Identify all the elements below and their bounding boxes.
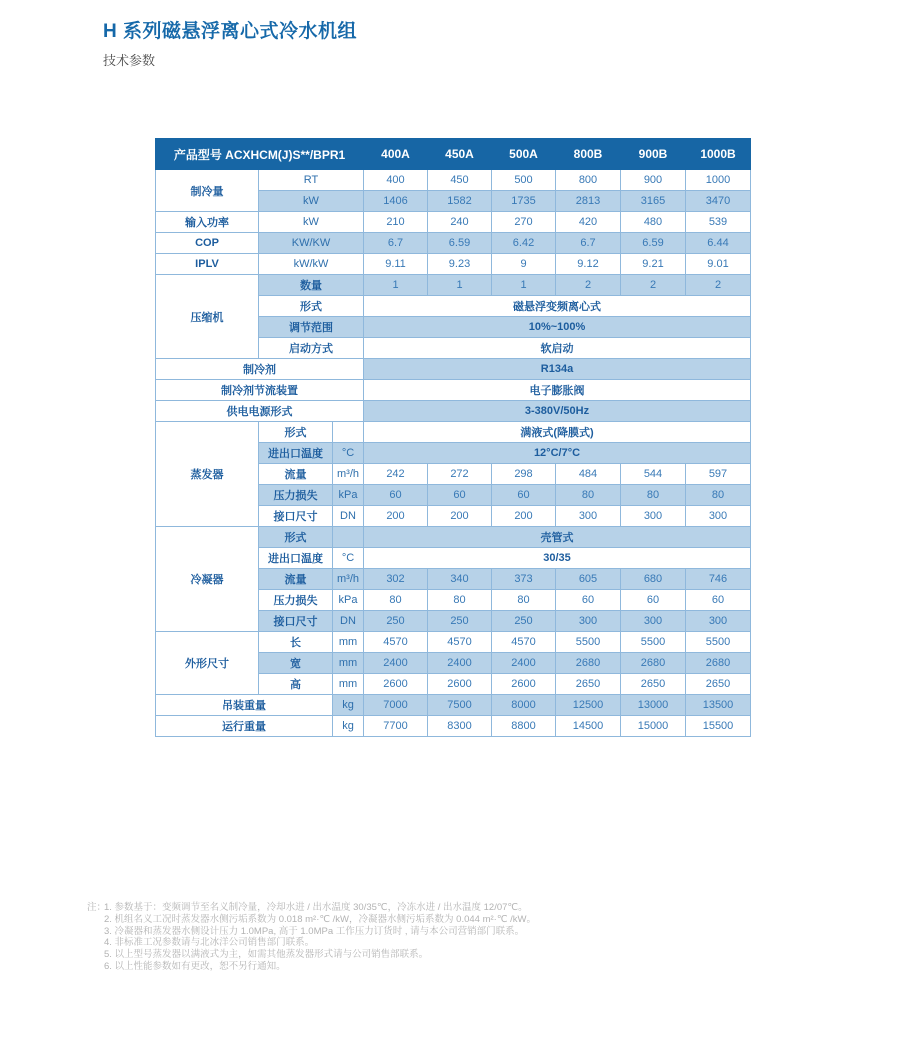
category-cell: 制冷剂节流装置 [156, 380, 364, 401]
value-cell: 2 [556, 275, 621, 296]
unit-cell [333, 422, 364, 443]
model-column-header: 450A [428, 139, 492, 170]
unit-cell: DN [333, 611, 364, 632]
unit-cell: DN [333, 506, 364, 527]
table-row [156, 380, 751, 401]
table-body [156, 170, 751, 737]
value-cell: 2400 [492, 653, 556, 674]
unit-cell: °C [333, 548, 364, 569]
value-cell: 6.7 [364, 233, 428, 254]
value-cell: 6.44 [686, 233, 751, 254]
notes-section [87, 902, 564, 973]
value-cell: 1000 [686, 170, 751, 191]
value-cell: 13000 [621, 695, 686, 716]
value-cell: 3470 [686, 191, 751, 212]
parameter-cell: 流量 [259, 464, 333, 485]
parameter-cell: 形式 [259, 527, 333, 548]
value-cell: 60 [556, 590, 621, 611]
page-title: H 系列磁悬浮离心式冷水机组 [103, 21, 358, 42]
value-cell: 1406 [364, 191, 428, 212]
unit-cell: kW [259, 191, 364, 212]
value-cell: 6.7 [556, 233, 621, 254]
value-cell: 1582 [428, 191, 492, 212]
merged-value-cell: 电子膨胀阀 [364, 380, 751, 401]
value-cell: 484 [556, 464, 621, 485]
value-cell: 250 [428, 611, 492, 632]
parameter-cell: 高 [259, 674, 333, 695]
value-cell: 270 [492, 212, 556, 233]
value-cell: 2400 [428, 653, 492, 674]
value-cell: 300 [556, 611, 621, 632]
value-cell: 6.59 [428, 233, 492, 254]
unit-cell: mm [333, 674, 364, 695]
value-cell: 60 [621, 590, 686, 611]
value-cell: 3165 [621, 191, 686, 212]
value-cell: 2650 [556, 674, 621, 695]
value-cell: 14500 [556, 716, 621, 737]
note-line: 3. 冷凝器和蒸发器水侧设计压力 1.0MPa, 高于 1.0MPa 工作压力订货时 , 请与本公司营销部门联系。 [104, 925, 525, 937]
value-cell: 9 [492, 254, 556, 275]
value-cell: 5500 [686, 632, 751, 653]
table-row [156, 233, 751, 254]
category-cell: 运行重量 [156, 716, 333, 737]
parameter-cell: 长 [259, 632, 333, 653]
value-cell: 7000 [364, 695, 428, 716]
table-row [156, 212, 751, 233]
category-cell: 外形尺寸 [156, 632, 259, 695]
value-cell: 373 [492, 569, 556, 590]
value-cell: 12500 [556, 695, 621, 716]
merged-value-cell: 磁悬浮变频离心式 [364, 296, 751, 317]
value-cell: 300 [686, 506, 751, 527]
value-cell: 4570 [428, 632, 492, 653]
spec-table [155, 138, 751, 737]
value-cell: 200 [492, 506, 556, 527]
merged-value-cell: 3-380V/50Hz [364, 401, 751, 422]
value-cell: 680 [621, 569, 686, 590]
merged-value-cell: 12°C/7°C [364, 443, 751, 464]
value-cell: 272 [428, 464, 492, 485]
parameter-cell: 形式 [259, 296, 364, 317]
value-cell: 9.12 [556, 254, 621, 275]
spec-table-container [155, 138, 751, 737]
unit-cell: KW/KW [259, 233, 364, 254]
note-line: 5. 以上型号蒸发器以满液式为主，如需其他蒸发器形式请与公司销售部联系。 [104, 949, 429, 961]
table-row [156, 170, 751, 191]
parameter-cell: 压力损失 [259, 485, 333, 506]
category-cell: 输入功率 [156, 212, 259, 233]
note-line: 1. 参数基于：变频调节至名义制冷量，冷却水进 / 出水温度 30/35℃，冷冻水进 / 出水温度 12/07℃。 [104, 902, 528, 913]
value-cell: 480 [621, 212, 686, 233]
model-column-header: 900B [621, 139, 686, 170]
value-cell: 1 [492, 275, 556, 296]
value-cell: 605 [556, 569, 621, 590]
unit-cell: mm [333, 653, 364, 674]
unit-cell: kg [333, 716, 364, 737]
unit-cell: kW/kW [259, 254, 364, 275]
notes-prefix: 注： [87, 902, 107, 913]
value-cell: 1 [428, 275, 492, 296]
value-cell: 2680 [621, 653, 686, 674]
value-cell: 15500 [686, 716, 751, 737]
value-cell: 2600 [364, 674, 428, 695]
value-cell: 2680 [556, 653, 621, 674]
value-cell: 340 [428, 569, 492, 590]
merged-value-cell: 10%~100% [364, 317, 751, 338]
value-cell: 200 [428, 506, 492, 527]
note-line: 6. 以上性能参数如有更改，恕不另行通知。 [104, 960, 286, 972]
value-cell: 80 [428, 590, 492, 611]
value-cell: 60 [364, 485, 428, 506]
category-cell: 供电电源形式 [156, 401, 364, 422]
value-cell: 250 [492, 611, 556, 632]
unit-cell: °C [333, 443, 364, 464]
merged-value-cell: 软启动 [364, 338, 751, 359]
value-cell: 420 [556, 212, 621, 233]
table-row [156, 359, 751, 380]
table-row [156, 527, 751, 548]
product-model-header: 产品型号 ACXHCM(J)S**/BPR1 [156, 139, 364, 170]
unit-cell [333, 527, 364, 548]
value-cell: 15000 [621, 716, 686, 737]
value-cell: 6.59 [621, 233, 686, 254]
value-cell: 9.21 [621, 254, 686, 275]
table-header [156, 139, 751, 170]
value-cell: 80 [492, 590, 556, 611]
value-cell: 80 [556, 485, 621, 506]
value-cell: 1 [364, 275, 428, 296]
table-header-row [156, 139, 751, 170]
value-cell: 7500 [428, 695, 492, 716]
model-column-header: 1000B [686, 139, 751, 170]
value-cell: 544 [621, 464, 686, 485]
parameter-cell: 流量 [259, 569, 333, 590]
value-cell: 5500 [621, 632, 686, 653]
value-cell: 298 [492, 464, 556, 485]
value-cell: 200 [364, 506, 428, 527]
merged-value-cell: 壳管式 [364, 527, 751, 548]
model-column-header: 800B [556, 139, 621, 170]
table-row [156, 401, 751, 422]
value-cell: 302 [364, 569, 428, 590]
parameter-cell: 压力损失 [259, 590, 333, 611]
unit-cell: kPa [333, 590, 364, 611]
value-cell: 250 [364, 611, 428, 632]
value-cell: 2650 [621, 674, 686, 695]
category-cell: COP [156, 233, 259, 254]
value-cell: 300 [621, 611, 686, 632]
value-cell: 13500 [686, 695, 751, 716]
parameter-cell: 数量 [259, 275, 364, 296]
value-cell: 4570 [492, 632, 556, 653]
value-cell: 1735 [492, 191, 556, 212]
value-cell: 60 [428, 485, 492, 506]
unit-cell: mm [333, 632, 364, 653]
category-cell: 蒸发器 [156, 422, 259, 527]
value-cell: 2813 [556, 191, 621, 212]
value-cell: 242 [364, 464, 428, 485]
table-row [156, 422, 751, 443]
category-cell: 制冷剂 [156, 359, 364, 380]
value-cell: 2 [621, 275, 686, 296]
value-cell: 450 [428, 170, 492, 191]
value-cell: 539 [686, 212, 751, 233]
value-cell: 80 [621, 485, 686, 506]
category-cell: 吊装重量 [156, 695, 333, 716]
unit-cell: m³/h [333, 464, 364, 485]
value-cell: 210 [364, 212, 428, 233]
table-row [156, 275, 751, 296]
value-cell: 2650 [686, 674, 751, 695]
merged-value-cell: 满液式(降膜式) [364, 422, 751, 443]
value-cell: 8300 [428, 716, 492, 737]
value-cell: 5500 [556, 632, 621, 653]
model-column-header: 400A [364, 139, 428, 170]
value-cell: 8000 [492, 695, 556, 716]
value-cell: 9.23 [428, 254, 492, 275]
merged-value-cell: 30/35 [364, 548, 751, 569]
value-cell: 8800 [492, 716, 556, 737]
value-cell: 9.01 [686, 254, 751, 275]
value-cell: 80 [686, 485, 751, 506]
value-cell: 300 [621, 506, 686, 527]
value-cell: 2600 [492, 674, 556, 695]
unit-cell: kW [259, 212, 364, 233]
table-row [156, 716, 751, 737]
parameter-cell: 接口尺寸 [259, 506, 333, 527]
parameter-cell: 进出口温度 [259, 548, 333, 569]
value-cell: 597 [686, 464, 751, 485]
value-cell: 240 [428, 212, 492, 233]
unit-cell: kg [333, 695, 364, 716]
page-subtitle: 技术参数 [103, 53, 156, 68]
value-cell: 400 [364, 170, 428, 191]
table-row [156, 632, 751, 653]
parameter-cell: 宽 [259, 653, 333, 674]
value-cell: 2600 [428, 674, 492, 695]
category-cell: IPLV [156, 254, 259, 275]
value-cell: 900 [621, 170, 686, 191]
unit-cell: RT [259, 170, 364, 191]
value-cell: 746 [686, 569, 751, 590]
category-cell: 压缩机 [156, 275, 259, 359]
value-cell: 300 [686, 611, 751, 632]
value-cell: 60 [492, 485, 556, 506]
note-line: 4. 非标准工况参数请与北冰洋公司销售部门联系。 [104, 937, 315, 949]
unit-cell: kPa [333, 485, 364, 506]
value-cell: 7700 [364, 716, 428, 737]
value-cell: 9.11 [364, 254, 428, 275]
value-cell: 4570 [364, 632, 428, 653]
parameter-cell: 形式 [259, 422, 333, 443]
value-cell: 6.42 [492, 233, 556, 254]
merged-value-cell: R134a [364, 359, 751, 380]
note-line: 2. 机组名义工况时蒸发器水侧污垢系数为 0.018 m²·℃ /kW，冷凝器水侧污垢系数为 0.044 m²·℃ /kW。 [104, 913, 536, 925]
value-cell: 60 [686, 590, 751, 611]
model-column-header: 500A [492, 139, 556, 170]
value-cell: 2400 [364, 653, 428, 674]
table-row [156, 695, 751, 716]
category-cell: 冷凝器 [156, 527, 259, 632]
category-cell: 制冷量 [156, 170, 259, 212]
parameter-cell: 启动方式 [259, 338, 364, 359]
value-cell: 800 [556, 170, 621, 191]
parameter-cell: 进出口温度 [259, 443, 333, 464]
value-cell: 80 [364, 590, 428, 611]
value-cell: 300 [556, 506, 621, 527]
value-cell: 2 [686, 275, 751, 296]
unit-cell: m³/h [333, 569, 364, 590]
value-cell: 500 [492, 170, 556, 191]
parameter-cell: 接口尺寸 [259, 611, 333, 632]
value-cell: 2680 [686, 653, 751, 674]
table-row [156, 254, 751, 275]
parameter-cell: 调节范围 [259, 317, 364, 338]
